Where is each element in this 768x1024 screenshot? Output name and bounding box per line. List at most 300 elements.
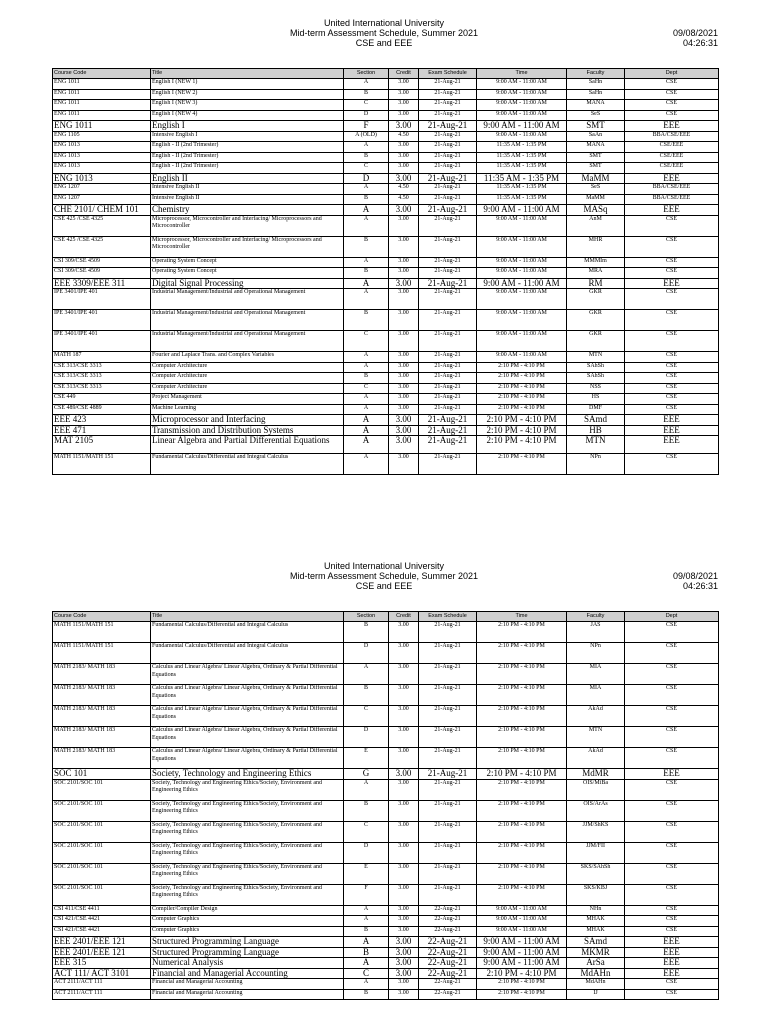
exam-time-cell: 9:00 AM - 11:00 AM [477, 289, 567, 310]
credit-cell: 3.00 [389, 664, 419, 685]
dept-cell: CSE [625, 643, 719, 664]
section-cell: B [344, 236, 389, 257]
faculty-cell: MdAHn [567, 979, 625, 990]
dept-cell: CSE [625, 727, 719, 748]
course-code-cell: ENG 1011 [53, 100, 151, 111]
exam-time-cell: 11:35 AM - 1:35 PM [477, 142, 567, 153]
table-row [53, 289, 719, 310]
exam-time-cell: 2:10 PM - 4:10 PM [477, 884, 567, 905]
exam-date-cell: 21-Aug-21 [419, 89, 477, 100]
dept-cell: CSE [625, 383, 719, 394]
dept-cell: EEE [625, 436, 719, 454]
faculty-cell: MaMM [567, 194, 625, 205]
exam-date-cell: 21-Aug-21 [419, 310, 477, 331]
credit-cell: 3.00 [389, 383, 419, 394]
course-code-cell: ENG 1207 [53, 194, 151, 205]
course-code-cell: MATH 1151/MATH 151 [53, 454, 151, 475]
faculty-cell: SMT [567, 152, 625, 163]
table-row [53, 916, 719, 927]
table-row [53, 152, 719, 163]
credit-cell: 3.00 [389, 331, 419, 352]
dept-cell: CSE [625, 373, 719, 384]
credit-cell: 3.00 [389, 173, 419, 184]
credit-cell: 3.00 [389, 278, 419, 289]
exam-time-cell: 9:00 AM - 11:00 AM [477, 958, 567, 969]
faculty-cell: MaMM [567, 173, 625, 184]
course-title-cell: Calculus and Linear Algebra/ Linear Algebra, Ordinary & Partial Differential Equations [151, 727, 344, 748]
dept-cell: CSE/EEE [625, 142, 719, 153]
section-cell: A [344, 454, 389, 475]
course-code-cell: ACT 111/ ACT 3101 [53, 968, 151, 979]
section-cell: A [344, 415, 389, 426]
credit-cell: 3.00 [389, 310, 419, 331]
exam-date-cell: 21-Aug-21 [419, 278, 477, 289]
table-row [53, 310, 719, 331]
exam-date-cell: 22-Aug-21 [419, 916, 477, 927]
course-title-cell: Intensive English I [151, 131, 344, 142]
table-row [53, 979, 719, 990]
credit-cell: 3.00 [389, 142, 419, 153]
course-title-cell: Industrial Management/Industrial and Operational Management [151, 289, 344, 310]
column-header: Credit [389, 69, 419, 79]
table-row [53, 905, 719, 916]
table-row [53, 215, 719, 236]
dept-cell: EEE [625, 205, 719, 216]
table-row [53, 926, 719, 937]
exam-time-cell: 2:10 PM - 4:10 PM [477, 821, 567, 842]
exam-date-cell: 22-Aug-21 [419, 958, 477, 969]
course-code-cell: MATH 2183/ MATH 183 [53, 727, 151, 748]
exam-date-cell: 22-Aug-21 [419, 979, 477, 990]
exam-date-cell: 21-Aug-21 [419, 373, 477, 384]
exam-date-cell: 21-Aug-21 [419, 100, 477, 111]
course-code-cell: EEE 2401/EEE 121 [53, 947, 151, 958]
faculty-cell: AkAd [567, 706, 625, 727]
exam-time-cell: 9:00 AM - 11:00 AM [477, 89, 567, 100]
exam-date-cell: 21-Aug-21 [419, 884, 477, 905]
section-cell: B [344, 194, 389, 205]
exam-date-cell: 21-Aug-21 [419, 821, 477, 842]
section-cell: C [344, 821, 389, 842]
credit-cell: 3.00 [389, 968, 419, 979]
section-cell: A [344, 205, 389, 216]
course-title-cell: English I (NEW 3) [151, 100, 344, 111]
course-code-cell: SOC 2101/SOC 101 [53, 821, 151, 842]
course-code-cell: IPE 3401/IPE 401 [53, 289, 151, 310]
exam-date-cell: 21-Aug-21 [419, 454, 477, 475]
course-code-cell: MATH 2183/ MATH 183 [53, 664, 151, 685]
faculty-cell: MdMR [567, 769, 625, 780]
credit-cell: 3.00 [389, 100, 419, 111]
table-row [53, 205, 719, 216]
credit-cell: 3.00 [389, 425, 419, 436]
faculty-cell: SAmd [567, 415, 625, 426]
course-code-cell: EEE 423 [53, 415, 151, 426]
credit-cell: 3.00 [389, 979, 419, 990]
course-title-cell: Fundamental Calculus/Differential and Integral Calculus [151, 622, 344, 643]
table-body [53, 622, 719, 1000]
dept-cell: BBA/CSE/EEE [625, 184, 719, 195]
section-cell: B [344, 89, 389, 100]
dept-cell: CSE [625, 100, 719, 111]
exam-date-cell: 21-Aug-21 [419, 779, 477, 800]
faculty-cell: MIA [567, 664, 625, 685]
section-cell: A [344, 215, 389, 236]
faculty-cell: SAhSh [567, 373, 625, 384]
table-row [53, 842, 719, 863]
exam-time-cell: 11:35 AM - 1:35 PM [477, 152, 567, 163]
course-code-cell: CSI 309/CSE 4509 [53, 257, 151, 268]
section-cell: B [344, 268, 389, 279]
credit-cell: 3.00 [389, 884, 419, 905]
section-cell: B [344, 685, 389, 706]
faculty-cell: SAhSh [567, 362, 625, 373]
exam-time-cell: 2:10 PM - 4:10 PM [477, 779, 567, 800]
course-title-cell: Society, Technology and Engineering Ethics/Society, Environment and Engineering Ethics [151, 842, 344, 863]
course-title-cell: Intensive English II [151, 184, 344, 195]
dept-cell: CSE [625, 884, 719, 905]
credit-cell: 3.00 [389, 989, 419, 1000]
table-row [53, 800, 719, 821]
faculty-cell: SKS/KBJ [567, 884, 625, 905]
course-code-cell: ENG 1013 [53, 142, 151, 153]
dept-cell: CSE/EEE [625, 152, 719, 163]
course-title-cell: Calculus and Linear Algebra/ Linear Algebra, Ordinary & Partial Differential Equations [151, 748, 344, 769]
section-cell: B [344, 622, 389, 643]
exam-date-cell: 21-Aug-21 [419, 394, 477, 405]
section-cell: A [344, 362, 389, 373]
course-code-cell: CSE 313/CSE 3313 [53, 362, 151, 373]
schedule-table [52, 68, 719, 475]
section-cell: C [344, 100, 389, 111]
course-title-cell: Society, Technology and Engineering Ethics/Society, Environment and Engineering Ethics [151, 863, 344, 884]
section-cell: B [344, 310, 389, 331]
credit-cell: 3.00 [389, 404, 419, 415]
table-row [53, 425, 719, 436]
course-title-cell: Structured Programming Language [151, 947, 344, 958]
section-cell: C [344, 383, 389, 394]
table-row [53, 362, 719, 373]
course-code-cell: SOC 2101/SOC 101 [53, 842, 151, 863]
course-code-cell: EEE 2401/EEE 121 [53, 937, 151, 948]
faculty-cell: HB [567, 425, 625, 436]
credit-cell: 3.00 [389, 415, 419, 426]
exam-date-cell: 21-Aug-21 [419, 425, 477, 436]
exam-time-cell: 2:10 PM - 4:10 PM [477, 968, 567, 979]
course-code-cell: CHE 2101/ CHEM 101 [53, 205, 151, 216]
course-title-cell: Calculus and Linear Algebra/ Linear Algebra, Ordinary & Partial Differential Equations [151, 685, 344, 706]
course-code-cell: CSI 411/CSE 4411 [53, 905, 151, 916]
faculty-cell: MASq [567, 205, 625, 216]
faculty-cell: DMF [567, 404, 625, 415]
exam-time-cell: 11:35 AM - 1:35 PM [477, 163, 567, 174]
dept-cell: CSE [625, 310, 719, 331]
course-code-cell: MATH 187 [53, 352, 151, 363]
course-title-cell: Structured Programming Language [151, 937, 344, 948]
dept-cell: CSE [625, 268, 719, 279]
course-code-cell: CSE 425 /CSE 4325 [53, 215, 151, 236]
exam-date-cell: 21-Aug-21 [419, 436, 477, 454]
exam-date-cell: 21-Aug-21 [419, 173, 477, 184]
credit-cell: 3.00 [389, 352, 419, 363]
table-row [53, 383, 719, 394]
section-cell: G [344, 769, 389, 780]
table-row [53, 394, 719, 405]
faculty-cell: AkAd [567, 748, 625, 769]
course-title-cell: Industrial Management/Industrial and Operational Management [151, 331, 344, 352]
faculty-cell: NHn [567, 905, 625, 916]
exam-date-cell: 21-Aug-21 [419, 769, 477, 780]
faculty-cell: SKS/SAhSh [567, 863, 625, 884]
exam-date-cell: 21-Aug-21 [419, 727, 477, 748]
exam-time-cell: 2:10 PM - 4:10 PM [477, 769, 567, 780]
table-header-row [53, 69, 719, 79]
exam-time-cell: 2:10 PM - 4:10 PM [477, 454, 567, 475]
exam-date-cell: 21-Aug-21 [419, 215, 477, 236]
exam-time-cell: 2:10 PM - 4:10 PM [477, 842, 567, 863]
exam-time-cell: 9:00 AM - 11:00 AM [477, 79, 567, 90]
course-code-cell: SOC 2101/SOC 101 [53, 863, 151, 884]
exam-date-cell: 21-Aug-21 [419, 79, 477, 90]
course-code-cell: MATH 1151/MATH 151 [53, 643, 151, 664]
course-title-cell: Chemistry [151, 205, 344, 216]
table-row [53, 884, 719, 905]
table-row [53, 779, 719, 800]
course-title-cell: Fundamental Calculus/Differential and Integral Calculus [151, 643, 344, 664]
table-row [53, 727, 719, 748]
course-title-cell: Machine Learning [151, 404, 344, 415]
exam-date-cell: 22-Aug-21 [419, 905, 477, 916]
course-code-cell: EEE 3309/EEE 311 [53, 278, 151, 289]
dept-cell: CSE [625, 989, 719, 1000]
credit-cell: 3.00 [389, 236, 419, 257]
section-cell: E [344, 748, 389, 769]
faculty-cell: GKR [567, 331, 625, 352]
course-code-cell: ENG 1013 [53, 163, 151, 174]
exam-time-cell: 9:00 AM - 11:00 AM [477, 926, 567, 937]
faculty-cell: MHR [567, 236, 625, 257]
table-row [53, 257, 719, 268]
credit-cell: 3.00 [389, 643, 419, 664]
credit-cell: 3.00 [389, 863, 419, 884]
credit-cell: 3.00 [389, 373, 419, 384]
table-row [53, 937, 719, 948]
section-cell: A (OLD) [344, 131, 389, 142]
exam-date-cell: 21-Aug-21 [419, 800, 477, 821]
section-cell: C [344, 968, 389, 979]
print-time: 04:26:31 [682, 38, 718, 48]
exam-date-cell: 21-Aug-21 [419, 142, 477, 153]
credit-cell: 3.00 [389, 362, 419, 373]
faculty-cell: OIS/MiBa [567, 779, 625, 800]
table-row [53, 142, 719, 153]
exam-date-cell: 21-Aug-21 [419, 352, 477, 363]
course-code-cell: MATH 1151/MATH 151 [53, 622, 151, 643]
course-code-cell: MAT 2105 [53, 436, 151, 454]
exam-time-cell: 9:00 AM - 11:00 AM [477, 215, 567, 236]
section-cell: F [344, 121, 389, 132]
exam-time-cell: 9:00 AM - 11:00 AM [477, 121, 567, 132]
table-row [53, 968, 719, 979]
section-cell: D [344, 110, 389, 121]
print-time: 04:26:31 [682, 581, 718, 591]
exam-time-cell: 2:10 PM - 4:10 PM [477, 373, 567, 384]
course-code-cell: SOC 2101/SOC 101 [53, 779, 151, 800]
exam-date-cell: 21-Aug-21 [419, 331, 477, 352]
column-header: Time [477, 612, 567, 622]
section-cell: B [344, 926, 389, 937]
credit-cell: 3.00 [389, 842, 419, 863]
table-row [53, 373, 719, 384]
table-row [53, 643, 719, 664]
exam-time-cell: 9:00 AM - 11:00 AM [477, 352, 567, 363]
exam-date-cell: 21-Aug-21 [419, 110, 477, 121]
course-title-cell: Microprocessor, Microcontroller and Interfacing/ Microprocessors and Microcontroller [151, 215, 344, 236]
dept-cell: CSE [625, 748, 719, 769]
course-title-cell: Society, Technology and Engineering Ethics [151, 769, 344, 780]
dept-cell: CSE [625, 800, 719, 821]
course-title-cell: Transmission and Distribution Systems [151, 425, 344, 436]
section-cell: A [344, 404, 389, 415]
table-row [53, 278, 719, 289]
section-cell: A [344, 79, 389, 90]
section-cell: A [344, 979, 389, 990]
section-cell: A [344, 352, 389, 363]
credit-cell: 3.00 [389, 685, 419, 706]
section-cell: C [344, 331, 389, 352]
course-code-cell: MATH 2183/ MATH 183 [53, 748, 151, 769]
exam-date-cell: 21-Aug-21 [419, 643, 477, 664]
exam-date-cell: 21-Aug-21 [419, 268, 477, 279]
faculty-cell: NSS [567, 383, 625, 394]
faculty-cell: MIA [567, 685, 625, 706]
section-cell: A [344, 257, 389, 268]
course-title-cell: Computer Graphics [151, 916, 344, 927]
exam-date-cell: 22-Aug-21 [419, 947, 477, 958]
course-title-cell: Numerical Analysis [151, 958, 344, 969]
course-code-cell: CSI 309/CSE 4509 [53, 268, 151, 279]
course-code-cell: SOC 101 [53, 769, 151, 780]
credit-cell: 4.50 [389, 131, 419, 142]
exam-time-cell: 2:10 PM - 4:10 PM [477, 415, 567, 426]
exam-date-cell: 21-Aug-21 [419, 289, 477, 310]
credit-cell: 4.50 [389, 194, 419, 205]
exam-time-cell: 11:35 AM - 1:35 PM [477, 173, 567, 184]
exam-time-cell: 2:10 PM - 4:10 PM [477, 404, 567, 415]
course-title-cell: Operating System Concept [151, 268, 344, 279]
exam-time-cell: 2:10 PM - 4:10 PM [477, 383, 567, 394]
credit-cell: 3.00 [389, 454, 419, 475]
course-code-cell: CSE 425 /CSE 4325 [53, 236, 151, 257]
table-row [53, 863, 719, 884]
course-title-cell: Microprocessor and Interfacing [151, 415, 344, 426]
faculty-cell: JJM/FII [567, 842, 625, 863]
exam-date-cell: 22-Aug-21 [419, 989, 477, 1000]
exam-time-cell: 9:00 AM - 11:00 AM [477, 905, 567, 916]
course-code-cell: CSE 449 [53, 394, 151, 405]
exam-time-cell: 11:35 AM - 1:35 PM [477, 184, 567, 195]
course-code-cell: MATH 2183/ MATH 183 [53, 706, 151, 727]
course-title-cell: Computer Graphics [151, 926, 344, 937]
dept-cell: CSE [625, 257, 719, 268]
course-title-cell: English - II (2nd Trimester) [151, 163, 344, 174]
exam-date-cell: 21-Aug-21 [419, 257, 477, 268]
credit-cell: 3.00 [389, 163, 419, 174]
exam-time-cell: 2:10 PM - 4:10 PM [477, 664, 567, 685]
course-code-cell: ENG 1105 [53, 131, 151, 142]
column-header: Faculty [567, 69, 625, 79]
exam-date-cell: 22-Aug-21 [419, 926, 477, 937]
print-date: 09/08/2021 [672, 28, 718, 38]
course-code-cell: ENG 1207 [53, 184, 151, 195]
exam-time-cell: 9:00 AM - 11:00 AM [477, 257, 567, 268]
course-title-cell: Intensive English II [151, 194, 344, 205]
credit-cell: 3.00 [389, 821, 419, 842]
table-row [53, 194, 719, 205]
column-header: Title [151, 612, 344, 622]
table-row [53, 622, 719, 643]
faculty-cell: SeS [567, 110, 625, 121]
exam-date-cell: 21-Aug-21 [419, 236, 477, 257]
credit-cell: 3.00 [389, 779, 419, 800]
table-row [53, 958, 719, 969]
course-code-cell: EEE 471 [53, 425, 151, 436]
exam-time-cell: 11:35 AM - 1:35 PM [477, 194, 567, 205]
exam-time-cell: 2:10 PM - 4:10 PM [477, 436, 567, 454]
table-row [53, 404, 719, 415]
course-title-cell: Society, Technology and Engineering Ethics/Society, Environment and Engineering Ethics [151, 779, 344, 800]
faculty-cell: MMMIm [567, 257, 625, 268]
section-cell: A [344, 425, 389, 436]
exam-date-cell: 21-Aug-21 [419, 131, 477, 142]
credit-cell: 3.00 [389, 436, 419, 454]
section-cell: F [344, 884, 389, 905]
course-title-cell: Computer Architecture [151, 383, 344, 394]
credit-cell: 3.00 [389, 769, 419, 780]
dept-cell: CSE/EEE [625, 163, 719, 174]
dept-cell: CSE [625, 916, 719, 927]
exam-time-cell: 2:10 PM - 4:10 PM [477, 748, 567, 769]
section-cell: A [344, 664, 389, 685]
section-cell: C [344, 163, 389, 174]
dept-cell: EEE [625, 769, 719, 780]
section-cell: A [344, 958, 389, 969]
course-title-cell: Financial and Managerial Accounting [151, 979, 344, 990]
dept-cell: CSE [625, 236, 719, 257]
faculty-cell: SMT [567, 163, 625, 174]
exam-time-cell: 2:10 PM - 4:10 PM [477, 706, 567, 727]
course-title-cell: English I [151, 121, 344, 132]
dept-cell: CSE [625, 664, 719, 685]
schedule-table [52, 611, 719, 1000]
section-cell: E [344, 863, 389, 884]
faculty-cell: GKR [567, 289, 625, 310]
course-title-cell: English I (NEW 1) [151, 79, 344, 90]
course-code-cell: ENG 1011 [53, 110, 151, 121]
faculty-cell: GKR [567, 310, 625, 331]
faculty-cell: SaHn [567, 79, 625, 90]
course-title-cell: Operating System Concept [151, 257, 344, 268]
department-line: CSE and EEE [355, 38, 413, 48]
exam-time-cell: 2:10 PM - 4:10 PM [477, 727, 567, 748]
section-cell: D [344, 842, 389, 863]
dept-cell: BBA/CSE/EEE [625, 131, 719, 142]
dept-cell: CSE [625, 362, 719, 373]
course-title-cell: Computer Architecture [151, 362, 344, 373]
course-code-cell: ENG 1011 [53, 89, 151, 100]
dept-cell: EEE [625, 958, 719, 969]
exam-date-cell: 21-Aug-21 [419, 404, 477, 415]
